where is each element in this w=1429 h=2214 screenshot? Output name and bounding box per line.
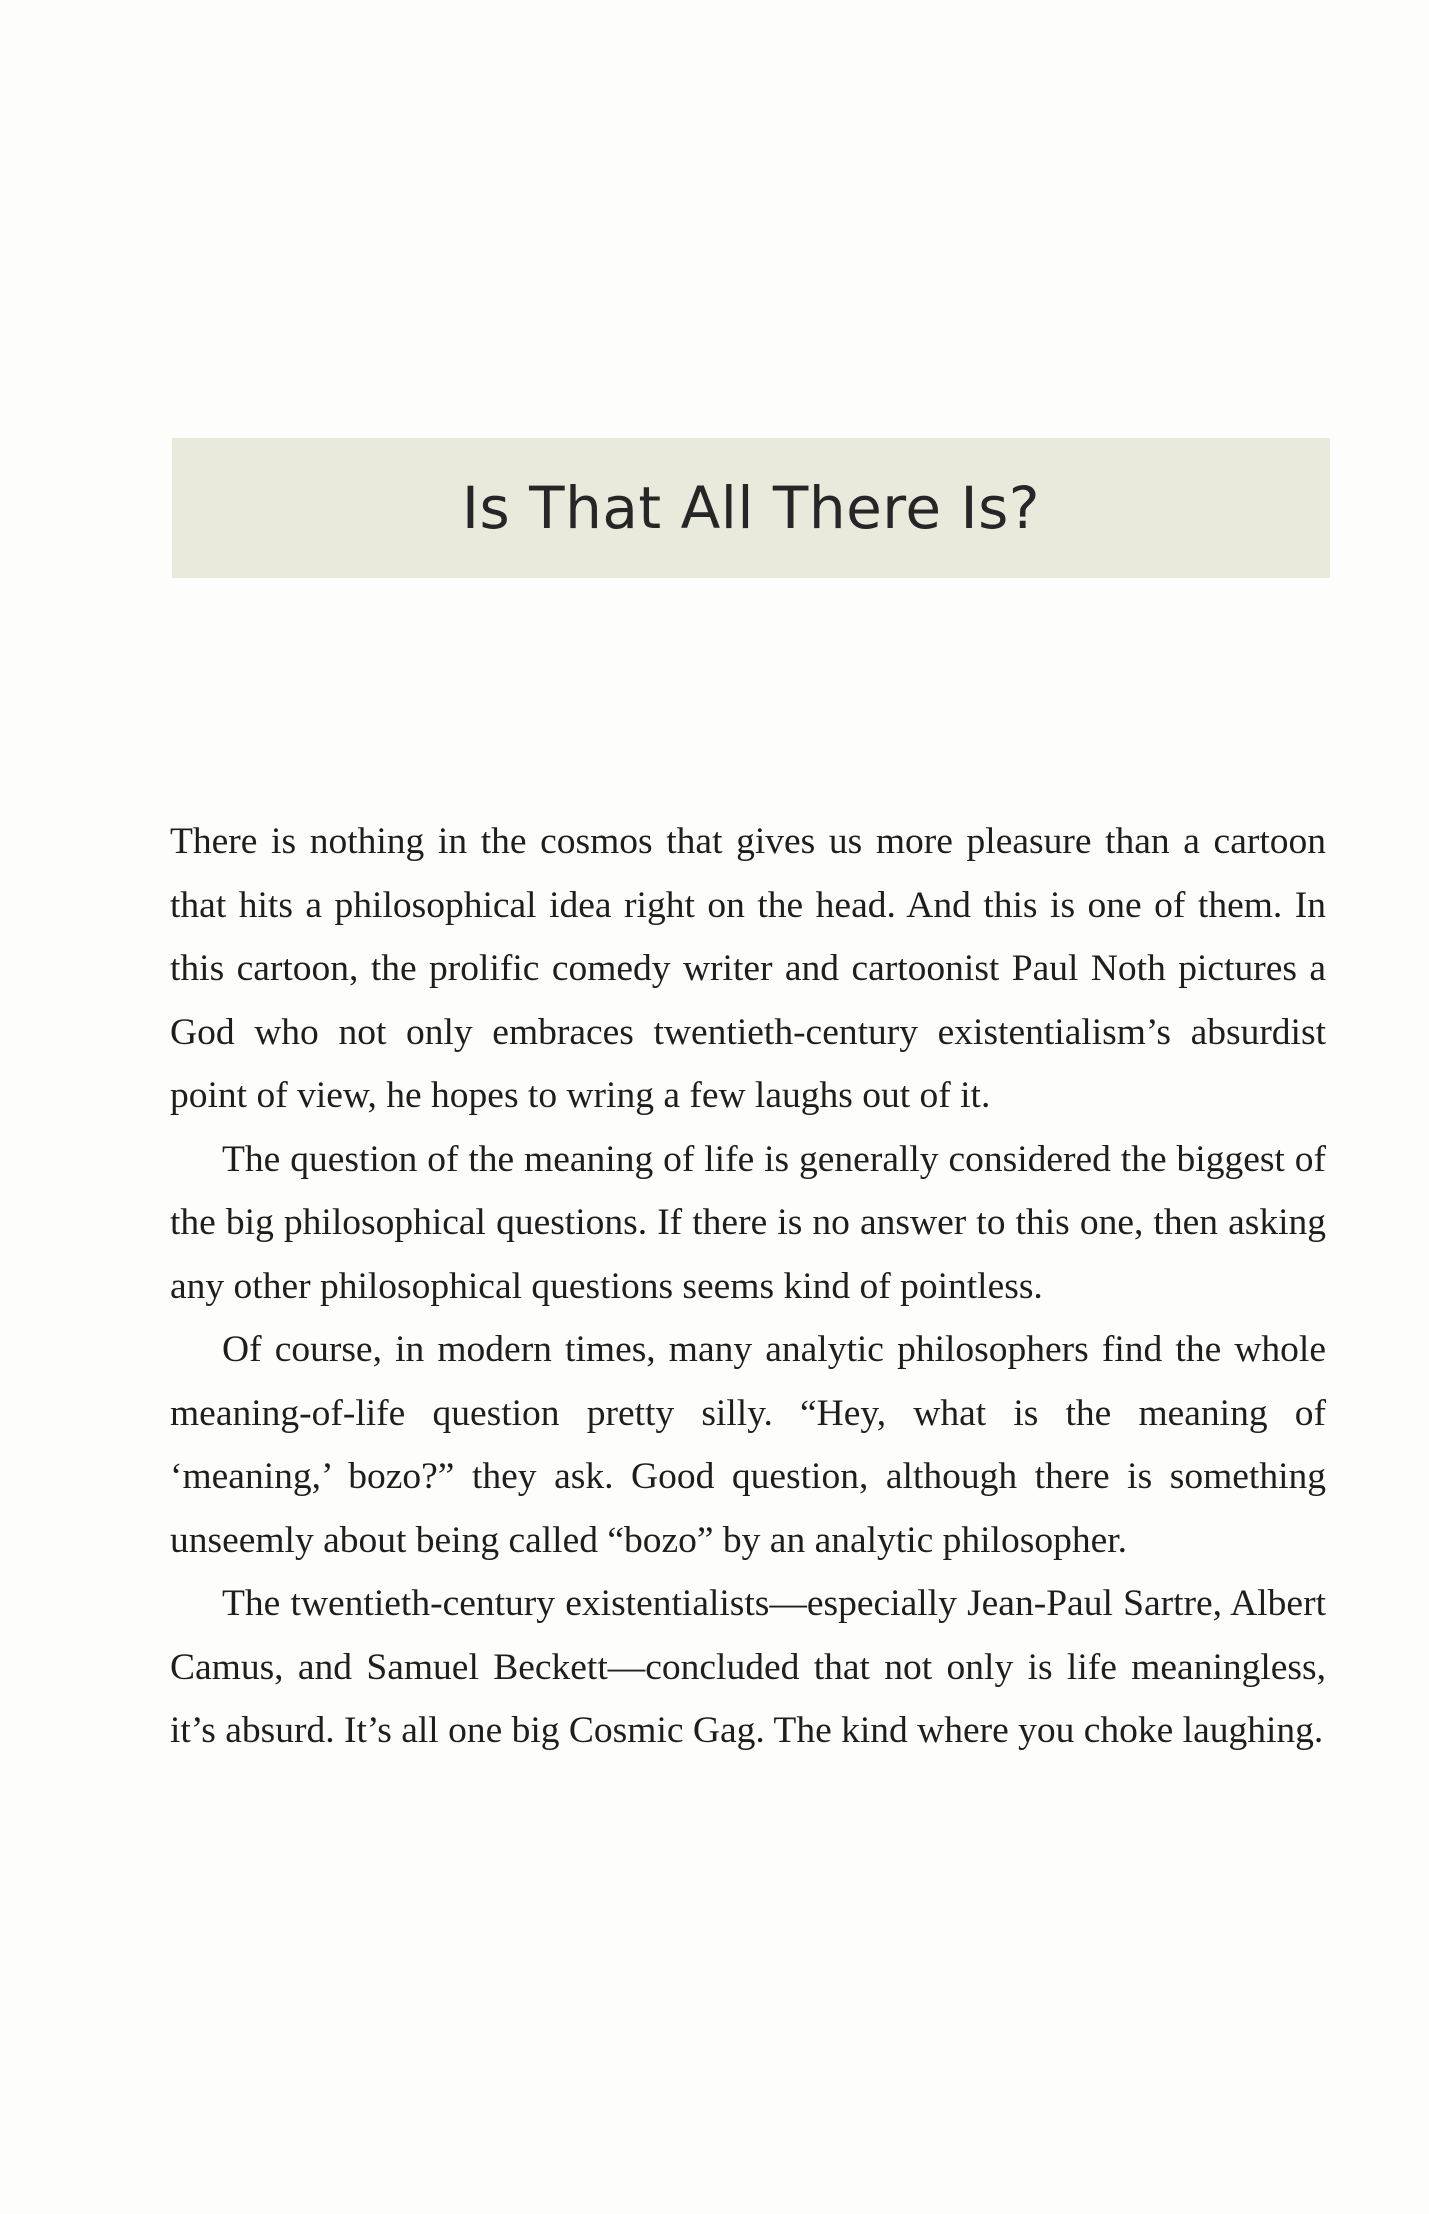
chapter-title-band: [172, 438, 1330, 578]
paragraph-2: The question of the meaning of life is generally considered the biggest of the big philosophical questions. If there is no answer to this one, then asking any other philosophical questions seems kind of pointless.: [170, 1138, 1326, 1307]
body-text: [170, 810, 1326, 1763]
chapter-title: Is That All There Is?: [461, 474, 1041, 542]
paragraph-4: The twentieth-century existentialists—especially Jean-Paul Sartre, Albert Camus, and Samuel Beckett—concluded that not only is life meaningless, it’s absurd. It’s all one big Cosmic Gag. The kind where you choke laughing.: [170, 1583, 1326, 1751]
paragraph-1: There is nothing in the cosmos that gives us more pleasure than a cartoon that hits a philosophical idea right on the head. And this is one of them. In this cartoon, the prolific comedy writer and cartoonist Paul Noth pictures a God who not only embraces twentieth-century existentialism’s absurdist point of view, he hopes to wring a few laughs out of it.: [170, 821, 1326, 1116]
paragraph-3: Of course, in modern times, many analytic philosophers find the whole meaning-of-life question pretty silly. “Hey, what is the meaning of ‘meaning,’ bozo?” they ask. Good question, although there is something unseemly about being called “bozo” by an analytic philosopher.: [170, 1329, 1326, 1561]
